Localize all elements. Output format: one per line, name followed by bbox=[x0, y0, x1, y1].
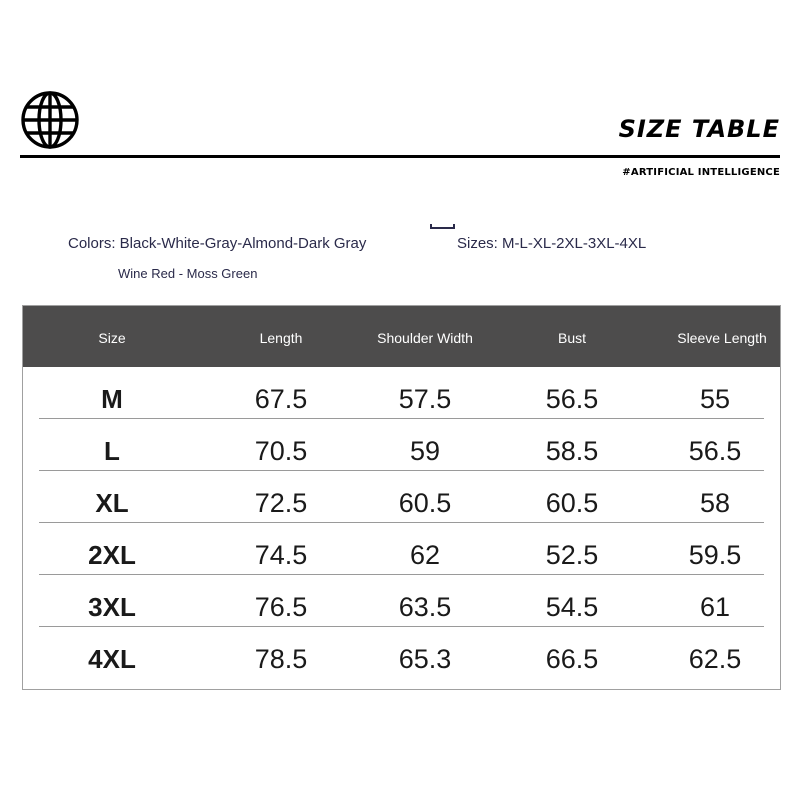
length-cell: 67.5 bbox=[254, 384, 308, 414]
bust-cell: 60.5 bbox=[545, 488, 599, 518]
size-cell: 4XL bbox=[88, 644, 136, 674]
shoulder-width-cell: 60.5 bbox=[398, 488, 452, 518]
colors-info-extra: Wine Red - Moss Green bbox=[118, 266, 258, 281]
column-header-size: Size bbox=[98, 330, 126, 346]
table-header bbox=[23, 306, 780, 367]
length-cell: 70.5 bbox=[254, 436, 308, 466]
bust-cell: 54.5 bbox=[545, 592, 599, 622]
sleeve-length-cell: 59.5 bbox=[688, 540, 742, 570]
table-row bbox=[23, 575, 780, 627]
table-row bbox=[23, 471, 780, 523]
sleeve-length-cell: 61 bbox=[699, 592, 731, 622]
column-header-sleeve-length: Sleeve Length bbox=[677, 330, 767, 346]
shoulder-width-cell: 65.3 bbox=[398, 644, 452, 674]
size-table bbox=[22, 305, 781, 690]
size-cell: M bbox=[101, 384, 123, 414]
sizes-info: Sizes: M-L-XL-2XL-3XL-4XL bbox=[457, 235, 647, 252]
size-cell: 3XL bbox=[88, 592, 136, 622]
shoulder-width-cell: 62 bbox=[409, 540, 441, 570]
table-row bbox=[23, 367, 780, 419]
column-header-length: Length bbox=[259, 330, 303, 346]
bust-cell: 66.5 bbox=[545, 644, 599, 674]
length-cell: 72.5 bbox=[254, 488, 308, 518]
length-cell: 78.5 bbox=[254, 644, 308, 674]
page-title: SIZE TABLE bbox=[618, 115, 780, 143]
sleeve-length-cell: 55 bbox=[699, 384, 731, 414]
sleeve-length-cell: 58 bbox=[699, 488, 731, 518]
sleeve-length-cell: 56.5 bbox=[688, 436, 742, 466]
table-row bbox=[23, 419, 780, 471]
column-header-shoulder-width: Shoulder Width bbox=[377, 330, 473, 346]
table-row bbox=[23, 523, 780, 575]
size-cell: 2XL bbox=[88, 540, 136, 570]
bust-cell: 56.5 bbox=[545, 384, 599, 414]
colors-info: Colors: Black-White-Gray-Almond-Dark Gray bbox=[68, 235, 367, 252]
bust-cell: 58.5 bbox=[545, 436, 599, 466]
column-header-bust: Bust bbox=[557, 330, 587, 346]
length-cell: 76.5 bbox=[254, 592, 308, 622]
bracket-mark bbox=[430, 224, 455, 229]
globe-icon bbox=[20, 90, 80, 150]
size-cell: XL bbox=[95, 488, 129, 518]
shoulder-width-cell: 59 bbox=[409, 436, 441, 466]
size-cell: L bbox=[104, 436, 120, 466]
table-row bbox=[23, 627, 780, 679]
length-cell: 74.5 bbox=[254, 540, 308, 570]
header-divider bbox=[20, 155, 780, 158]
page-subtitle: #ARTIFICIAL INTELLIGENCE bbox=[622, 167, 780, 178]
bust-cell: 52.5 bbox=[545, 540, 599, 570]
shoulder-width-cell: 63.5 bbox=[398, 592, 452, 622]
sleeve-length-cell: 62.5 bbox=[688, 644, 742, 674]
shoulder-width-cell: 57.5 bbox=[398, 384, 452, 414]
